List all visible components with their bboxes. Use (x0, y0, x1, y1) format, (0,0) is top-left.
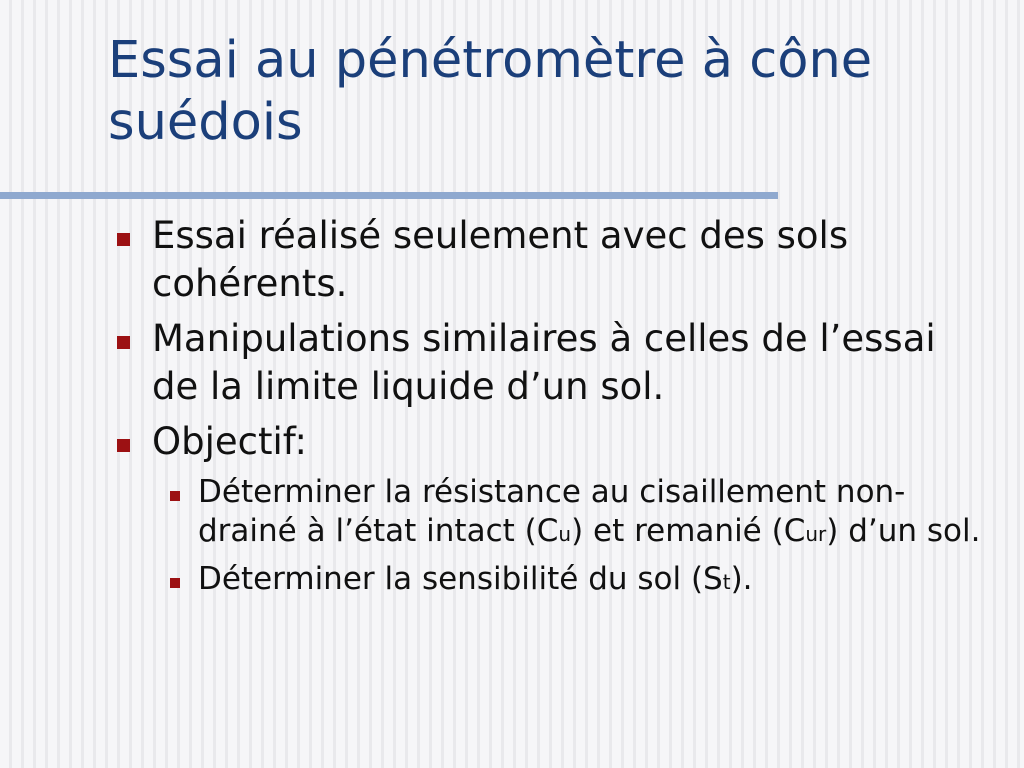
text-part: ) et remanié (C (571, 513, 806, 549)
bullet-item (0, 315, 1024, 411)
square-bullet-icon (117, 336, 130, 349)
text-part: ). (730, 561, 753, 597)
bullet-text: Essai réalisé seulement avec des sols cohérents. (152, 214, 849, 305)
bullet-text: Objectif: (152, 420, 307, 463)
text-part: ) d’un sol. (826, 513, 981, 549)
sub-bullet-item (0, 560, 1024, 602)
text-part: Déterminer la résistance au cisaillement non-drainé à l’état intact (C (198, 474, 906, 549)
subscript: ur (805, 522, 827, 546)
small-square-bullet-icon (170, 578, 180, 588)
subscript: t (722, 570, 731, 594)
square-bullet-icon (117, 439, 130, 452)
sub-bullet-text (198, 561, 753, 597)
small-square-bullet-icon (170, 491, 180, 501)
bullet-text: Manipulations similaires à celles de l’essai de la limite liquide d’un sol. (152, 317, 936, 408)
text-part: Déterminer la sensibilité du sol (S (198, 561, 723, 597)
sub-bullet-item (0, 473, 1024, 554)
square-bullet-icon (117, 233, 130, 246)
sub-bullet-text (198, 474, 980, 549)
bullet-item (0, 212, 1024, 308)
title-underline (0, 192, 778, 199)
slide-body (0, 212, 1024, 608)
bullet-item (0, 418, 1024, 466)
slide-title: Essai au pénétromètre à cône suédois (108, 31, 873, 152)
subscript: u (558, 522, 572, 546)
